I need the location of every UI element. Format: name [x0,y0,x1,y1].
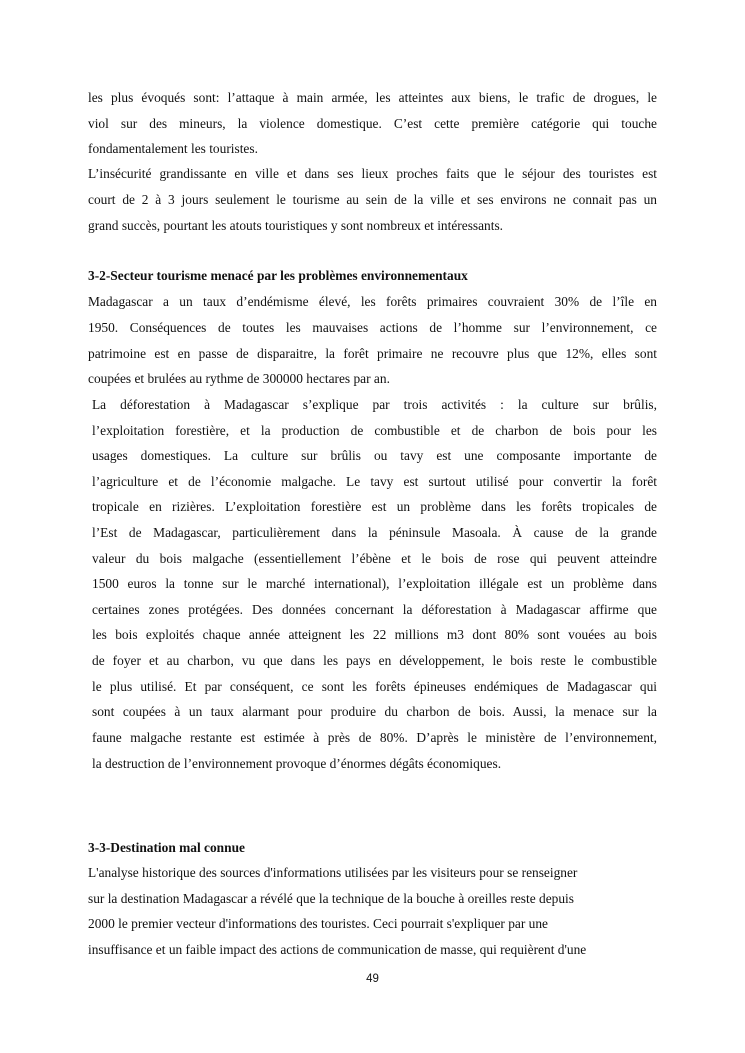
text-line: 2000 le premier vecteur d'informations des touristes. Ceci pourrait s'expliquer par une [88,916,548,931]
text-line: viol sur des mineurs, la violence domestique. C’est cette première catégorie qui touche [88,116,657,131]
text-line: les plus évoqués sont: l’attaque à main armée, les atteintes aux biens, le trafic de drogues, le [88,90,657,105]
text-line: 1500 euros la tonne sur le marché international), l’exploitation illégale est un problème dans [92,576,657,591]
text-line: L’insécurité grandissante en ville et dans ses lieux proches faits que le séjour des touristes est [88,166,657,181]
text-line: l’Est de Madagascar, particulièrement dans la péninsule Masoala. À cause de la grande [92,525,657,540]
text-line: certaines zones protégées. Des données concernant la déforestation à Madagascar affirme que [92,602,657,617]
text-line: sur la destination Madagascar a révélé que la technique de la bouche à oreilles reste depuis [88,891,574,906]
text-line: faune malgache restante est estimée à près de 80%. D’après le ministère de l’environnement, [92,730,657,745]
text-line: patrimoine est en passe de disparaitre, la forêt primaire ne recouvre plus que 12%, elles sont [88,346,657,361]
text-line: le plus utilisé. Et par conséquent, ce sont les forêts épineuses endémiques de Madagascar qui [92,679,657,694]
text-line: coupées et brulées au rythme de 300000 hectares par an. [88,371,390,386]
text-line: tropicale en rizières. L’exploitation forestière est un problème dans les forêts tropicales de [92,499,657,514]
text-line: grand succès, pourtant les atouts touristiques y sont nombreux et intéressants. [88,218,504,233]
section-heading: 3-3-Destination mal connue [88,840,245,855]
text-line: 1950. Conséquences de toutes les mauvaises actions de l’homme sur l’environnement, ce [88,320,657,335]
text-line: fondamentalement les touristes. [88,141,258,156]
text-line: l’exploitation forestière, et la production de combustible et de charbon de bois pour les [92,423,657,438]
text-line: de foyer et au charbon, vu que dans les pays en développement, le bois reste le combustible [92,653,657,668]
text-line: la destruction de l’environnement provoque d’énormes dégâts économiques. [92,756,502,771]
page-number: 49 [366,973,379,985]
text-line: La déforestation à Madagascar s’explique par trois activités : la culture sur brûlis, [92,397,657,412]
text-line: insuffisance et un faible impact des actions de communication de masse, qui requièrent d'une [88,942,587,957]
text-line: valeur du bois malgache (essentiellement l’ébène et le bois de rose qui peuvent atteindre [92,551,657,566]
text-line: les bois exploités chaque année atteignent les 22 millions m3 dont 80% sont vouées au bois [92,627,657,642]
text-line: usages domestiques. La culture sur brûlis ou tavy est une composante importante de [92,448,657,463]
section-heading: 3-2-Secteur tourisme menacé par les problèmes environnementaux [88,268,468,283]
text-line: Madagascar a un taux d’endémisme élevé, les forêts primaires couvraient 30% de l’île en [88,294,657,309]
text-line: L'analyse historique des sources d'informations utilisées par les visiteurs pour se renseigner [88,865,578,880]
text-line: l’agriculture et de l’économie malgache. Le tavy est surtout utilisé pour convertir la forêt [92,474,657,489]
text-line: court de 2 à 3 jours seulement le tourisme au sein de la ville et ses environs ne connait pas un [88,192,657,207]
text-line: sont coupées à un taux alarmant pour produire du charbon de bois. Aussi, la menace sur la [92,704,657,719]
